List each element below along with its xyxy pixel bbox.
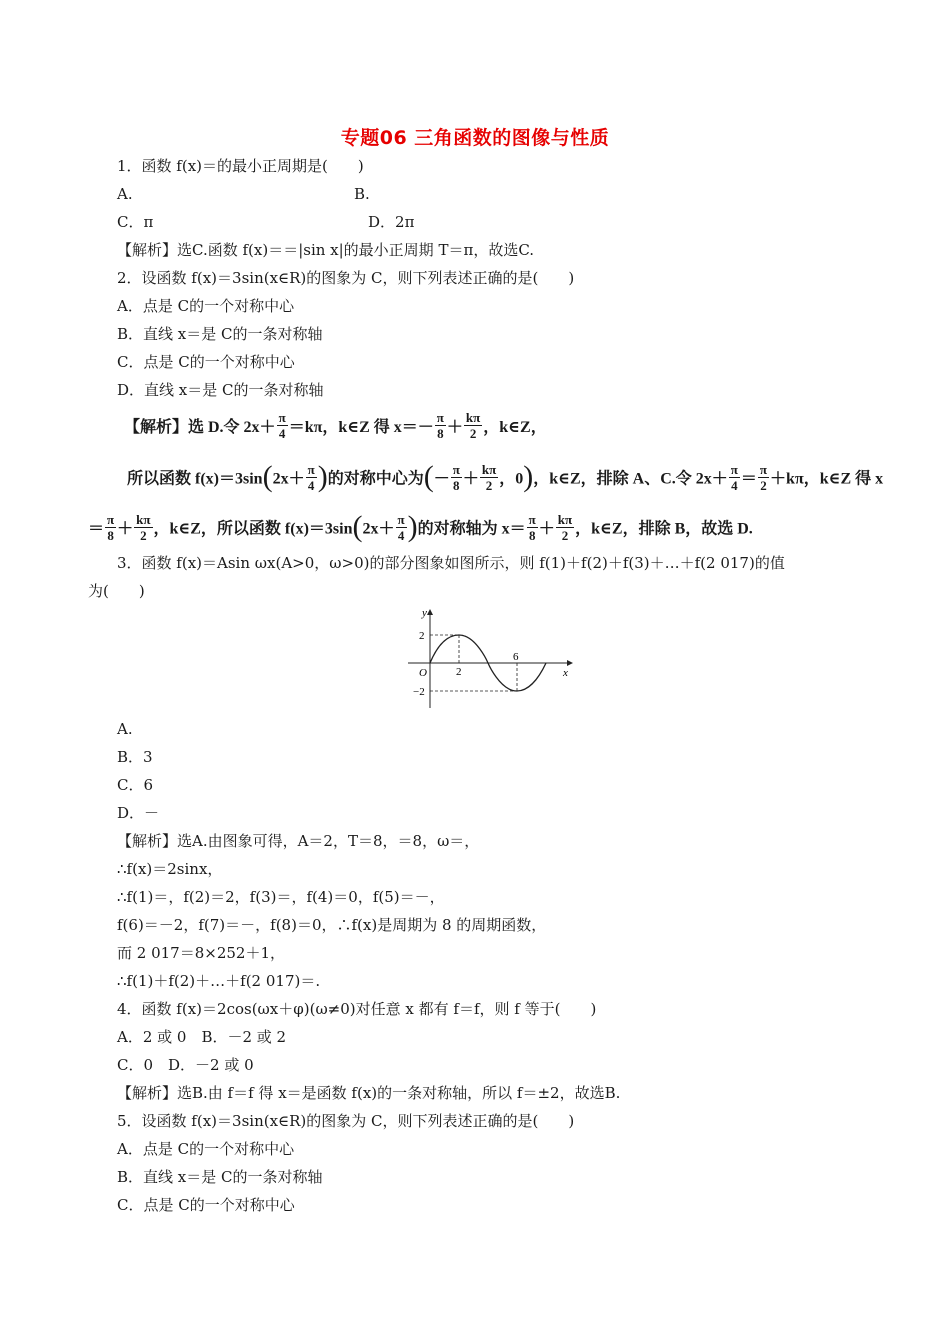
q3-solution-4: f(6)＝－2，f(7)＝－，f(8)＝0，∴f(x)是周期为 8 的周期函数， xyxy=(117,916,547,934)
q1-option-d: D．2π xyxy=(368,213,415,231)
q3-option-c: C．6 xyxy=(117,776,154,794)
q3-solution-3: ∴f(1)＝，f(2)＝2，f(3)＝，f(4)＝0，f(5)＝－， xyxy=(117,888,445,906)
q5-stem: 5．设函数 f(x)＝3sin(x∈R)的图象为 C，则下列表述正确的是( ) xyxy=(117,1112,575,1130)
q4-options-cd: C．0 D．－2 或 0 xyxy=(117,1056,254,1074)
q2-stem: 2．设函数 f(x)＝3sin(x∈R)的图象为 C，则下列表述正确的是( ) xyxy=(117,269,575,287)
q2-solution-line1: 【解析】选 D.令 2x＋ $\frac{\pi}{4}$ ＝kπ，k∈Z 得 x＝－ $\frac{\pi}{8}$ ＋ $\frac{k\pi}{2}$ ，k∈Z， xyxy=(124,410,547,441)
sine-graph xyxy=(400,604,580,714)
page-title: 专题06 三角函数的图像与性质 xyxy=(340,127,610,149)
q3-solution-2: ∴f(x)＝2sinx， xyxy=(117,860,223,878)
origin-label: O xyxy=(419,667,427,679)
tick-x-6: 6 xyxy=(513,651,519,663)
q1-solution: 【解析】选C.函数 f(x)＝＝|sin x|的最小正周期 T＝π，故选C. xyxy=(117,241,535,259)
q2-option-c: C．点是 C的一个对称中心 xyxy=(117,353,295,371)
q3-solution-1: 【解析】选A.由图象可得，A＝2，T＝8，＝8，ω＝， xyxy=(117,832,480,850)
y-axis-label: y xyxy=(422,607,427,619)
tick-x-2: 2 xyxy=(456,666,462,678)
q5-option-c: C．点是 C的一个对称中心 xyxy=(117,1196,295,1214)
q5-option-a: A．点是 C的一个对称中心 xyxy=(117,1140,295,1158)
tick-y-2: 2 xyxy=(419,630,425,642)
q1-option-a: A. xyxy=(117,185,133,203)
q3-solution-5: 而 2 017＝8×252＋1， xyxy=(117,944,285,962)
q2-option-b: B．直线 x＝是 C的一条对称轴 xyxy=(117,325,323,343)
q2-option-d: D．直线 x＝是 C的一条对称轴 xyxy=(117,381,324,399)
x-axis-label: x xyxy=(563,667,568,679)
q2-solution-line2: 所以函数 f(x)＝3sin(2x＋ $\frac{\pi}{4}$ )的对称中心为(－ $\frac{\pi}{8}$ ＋ $\frac{k\pi}{2}$ ，0)，k∈Z，排除 A、C.令 2x＋ $\frac{\pi}{4}$ ＝ $\frac{\pi}{2}$ ＋kπ，k∈Z 得 x xyxy=(127,460,884,493)
q3-option-b: B．3 xyxy=(117,748,153,766)
q4-options-ab: A．2 或 0 B．－2 或 2 xyxy=(117,1028,287,1046)
q3-stem-cont: 为( ) xyxy=(88,582,145,600)
q2-option-a: A．点是 C的一个对称中心 xyxy=(117,297,295,315)
q2-solution-line3: ＝ $\frac{\pi}{8}$ ＋ $\frac{k\pi}{2}$ ，k∈Z，所以函数 f(x)＝3sin(2x＋ $\frac{\pi}{4}$ )的对称轴为 x＝ $\frac{\pi}{8}$ ＋ $\frac{k\pi}{2}$ ，k∈Z，排除 B，故选 D. xyxy=(88,510,753,543)
q4-solution: 【解析】选B.由 f＝f 得 x＝是函数 f(x)的一条对称轴，所以 f＝±2，故选B. xyxy=(117,1084,621,1102)
q3-option-a: A. xyxy=(117,720,133,738)
q1-option-c: C．π xyxy=(117,213,154,231)
q1-option-b: B. xyxy=(354,185,370,203)
tick-y-minus2: −2 xyxy=(413,686,425,698)
q3-option-d: D．－ xyxy=(117,804,160,822)
q3-stem: 3．函数 f(x)＝Asin ωx(A>0，ω>0)的部分图象如图所示，则 f(1)＋f(2)＋f(3)＋…＋f(2 017)的值 xyxy=(117,554,785,572)
q1-stem: 1．函数 f(x)＝的最小正周期是( ) xyxy=(117,157,364,175)
q4-stem: 4．函数 f(x)＝2cos(ωx＋φ)(ω≠0)对任意 x 都有 f＝f，则 f 等于( ) xyxy=(117,1000,597,1018)
q5-option-b: B．直线 x＝是 C的一条对称轴 xyxy=(117,1168,323,1186)
q3-solution-6: ∴f(1)＋f(2)＋…＋f(2 017)＝. xyxy=(117,972,321,990)
